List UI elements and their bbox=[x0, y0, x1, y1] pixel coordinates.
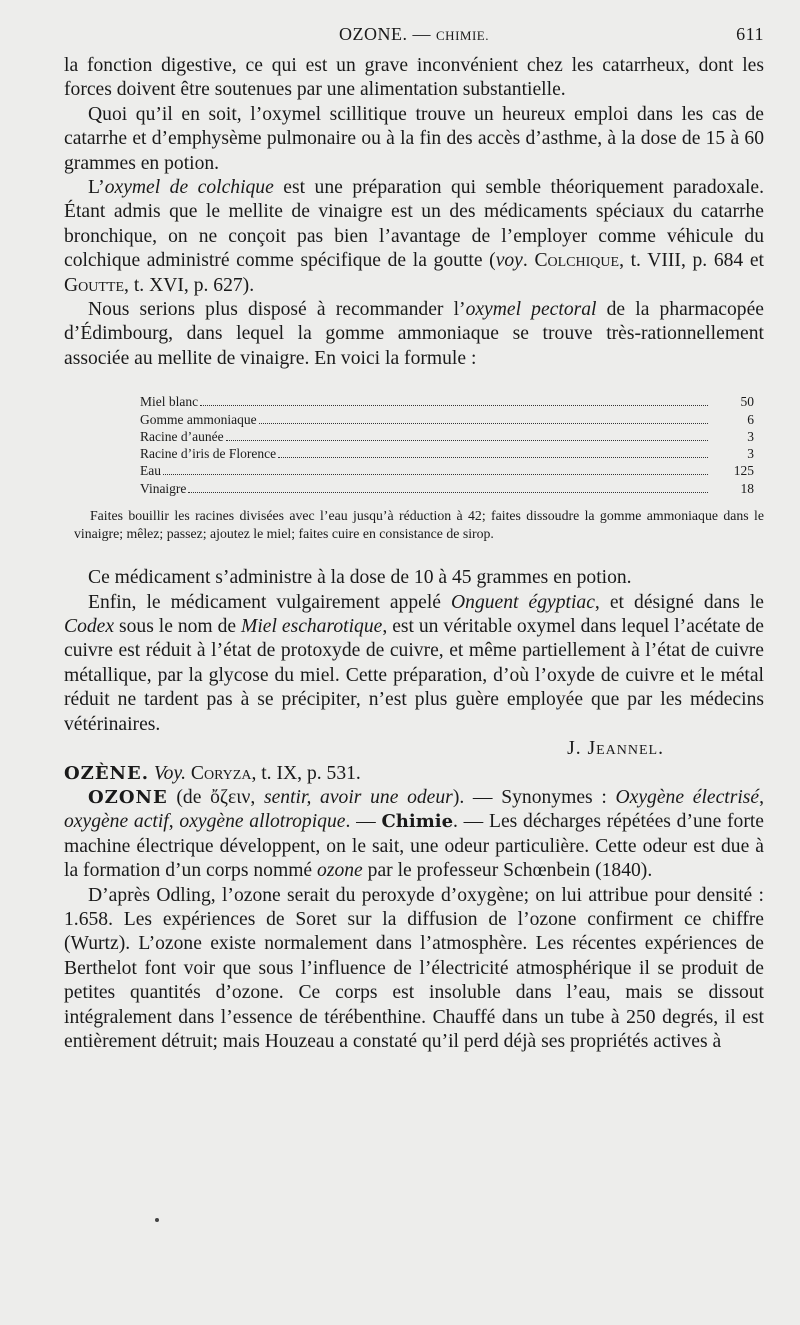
ingredient-name: Vinaigre bbox=[140, 480, 187, 496]
entry-ozene bbox=[64, 762, 764, 786]
ingredient-name: Miel blanc bbox=[140, 394, 199, 410]
term-oxymel-colchique: oxymel de colchique bbox=[104, 177, 274, 199]
running-head bbox=[64, 24, 764, 50]
headword-ozone: OZONE bbox=[88, 786, 168, 808]
paragraph-digestive: la fonction digestive, ce qui est un grave inconvénient chez les catarrheux, dont les forces doivent être soutenues par une alimentation substantielle. bbox=[64, 55, 764, 101]
text-run: par le professeur Schœnbein (1840). bbox=[362, 860, 653, 882]
main-text-continued bbox=[64, 566, 764, 1054]
formula-note-text: Faites bouillir les racines divisées avec l’eau jusqu’à réduction à 42; faites dissoudre la gomme ammoniaque dans le vinaigre; mêlez; passez; ajoutez le miel; faites cuire en consistance de sirop. bbox=[74, 508, 764, 541]
synonym-3: oxygène allotropique bbox=[179, 811, 346, 833]
text-run: , t. IX, p. 531. bbox=[251, 762, 361, 784]
term-codex: Codex bbox=[64, 616, 115, 638]
formula-instructions bbox=[74, 507, 764, 542]
ingredient-name: Racine d’iris de Florence bbox=[140, 446, 277, 462]
voy-abbrev: Voy. bbox=[153, 762, 186, 784]
signature-name: J. Jeannel. bbox=[567, 738, 664, 760]
formula-table bbox=[140, 393, 754, 497]
synonym-2: oxygène actif bbox=[64, 811, 169, 833]
paragraph-oxymel-pectoral bbox=[64, 298, 764, 371]
ingredient-qty: 125 bbox=[733, 463, 754, 479]
paragraph-dose: Ce médicament s’administre à la dose de 10 à 45 grammes en potion. bbox=[88, 567, 632, 589]
synonym-1: Oxygène électrisé bbox=[615, 786, 760, 808]
main-text bbox=[64, 54, 764, 371]
text-run: , est un véritable oxymel dans lequel l’acétate de cuivre est réduit à l’état de protoxyde de cuivre, et même partiellement à l’état de cuivre métallique, par la glycose du miel. Cette préparation, d’où l’oxyde de cuivre et le métal réduit ne tardent pas à se précipiter, n’est plus guère employée que par les médecins vétérinaires. bbox=[64, 616, 764, 735]
text-run: , bbox=[759, 786, 765, 808]
formula-row bbox=[140, 393, 754, 410]
headword-ozene: OZÈNE. bbox=[64, 762, 149, 784]
leader-dots bbox=[226, 440, 708, 441]
term-onguent-egyptiac: Onguent égyptiac bbox=[451, 591, 595, 613]
text-run: est une préparation qui semble théoriquement paradoxale. Étant admis que le mellite de vinaigre est un des médicaments spéciaux du catarrhe bronchique, on ne conçoit pas bien l’avantage de l’employer comme véhicule du colchique administré comme spécifique de la goutte ( bbox=[64, 177, 765, 272]
cross-ref-coryza: Coryza bbox=[190, 762, 252, 784]
cross-ref-colchique: Colchique bbox=[534, 250, 620, 272]
leader-dots bbox=[200, 405, 708, 406]
leader-dots bbox=[278, 457, 708, 458]
ingredient-qty: 18 bbox=[740, 480, 754, 496]
text-run: , et désigné dans le bbox=[594, 591, 764, 613]
ink-speck bbox=[155, 1218, 159, 1222]
ingredient-name: Racine d’aunée bbox=[140, 428, 224, 444]
formula-row bbox=[140, 428, 754, 445]
text-run: Enfin, le médicament vulgairement appelé bbox=[88, 591, 452, 613]
ingredient-qty: 50 bbox=[740, 394, 754, 410]
text-run: , bbox=[168, 811, 180, 833]
text-run: . bbox=[522, 250, 535, 272]
ingredient-qty: 3 bbox=[747, 428, 754, 444]
running-head-dash: — bbox=[412, 24, 432, 44]
text-run: L’ bbox=[88, 177, 105, 199]
text-run: ). — Synonymes : bbox=[452, 786, 616, 808]
running-head-subtitle: CHIMIE. bbox=[436, 28, 489, 43]
formula-row bbox=[140, 445, 754, 462]
text-run: , bbox=[250, 786, 264, 808]
section-heading-chimie: Chimie bbox=[381, 811, 454, 833]
formula-row bbox=[140, 462, 754, 479]
author-signature bbox=[64, 737, 764, 761]
term-oxymel-pectoral: oxymel pectoral bbox=[465, 299, 597, 321]
term-miel-escharotique: Miel escharotique bbox=[241, 616, 383, 638]
text-run: , t. XVI, p. 627). bbox=[124, 274, 255, 296]
paragraph-oxymel-scillitique: Quoi qu’il en soit, l’oxymel scillitique trouve un heureux emploi dans les cas de catarrhe et d’emphysème pulmonaire ou à la fin des accès d’asthme, à la dose de 15 à 60 grammes en potion. bbox=[64, 103, 764, 174]
leader-dots bbox=[188, 492, 708, 493]
text-run: Nous serions plus disposé à recommander l’ bbox=[88, 299, 466, 321]
leader-dots bbox=[163, 474, 708, 475]
term-ozone: ozone bbox=[317, 860, 363, 882]
leader-dots bbox=[259, 423, 708, 424]
ingredient-qty: 6 bbox=[747, 411, 754, 427]
entry-ozone bbox=[64, 786, 764, 884]
running-head-title: OZONE. bbox=[339, 24, 408, 44]
paragraph-onguent-egyptiac bbox=[64, 591, 764, 737]
ingredient-qty: 3 bbox=[747, 446, 754, 462]
text-run: sous le nom de bbox=[114, 616, 242, 638]
etymon-gloss: sentir, avoir une odeur bbox=[263, 786, 453, 808]
text-run: . — bbox=[345, 811, 382, 833]
text-run: de la pharmacopée d’Édimbourg, dans lequel la gomme ammoniaque se trouve très-rationnellement associée au mellite de vinaigre. En voici la formule : bbox=[64, 299, 764, 369]
text-run: , t. VIII, p. 684 et bbox=[619, 250, 764, 272]
paragraph-oxymel-colchique bbox=[64, 176, 764, 298]
cross-ref-goutte: Goutte bbox=[64, 274, 125, 296]
ingredient-name: Eau bbox=[140, 463, 161, 479]
page-number: 611 bbox=[736, 24, 764, 44]
formula-row bbox=[140, 411, 754, 428]
voy-abbrev: voy bbox=[495, 250, 523, 272]
paragraph-odling: D’après Odling, l’ozone serait du peroxyde d’oxygène; on lui attribue pour densité : 1.658. Les expériences de Soret sur la diffusion de l’ozone confirment ce chiffre (Wurtz). L’ozone existe normalement dans l’atmosphère. Les récentes expériences de Berthelot font voir que sous l’influence de l’électricité atmosphérique il se produit de petites quantités d’ozone. Ce corps est insoluble dans l’eau, mais se dissout intégralement dans l’essence de térébenthine. Chauffé dans un tube à 250 degrés, il est entièrement détruit; mais Houzeau a constaté qu’il perd déjà ses propriétés actives à bbox=[64, 884, 764, 1052]
greek-etymon: ὄζειν bbox=[210, 786, 251, 808]
text-run: . — Les décharges répétées d’une forte machine électrique développent, on le sait, une odeur particulière. Cette odeur est due à la formation d’un corps nommé bbox=[64, 811, 764, 882]
ingredient-name: Gomme ammoniaque bbox=[140, 411, 257, 427]
formula-row bbox=[140, 480, 754, 497]
text-run: (de bbox=[167, 786, 211, 808]
